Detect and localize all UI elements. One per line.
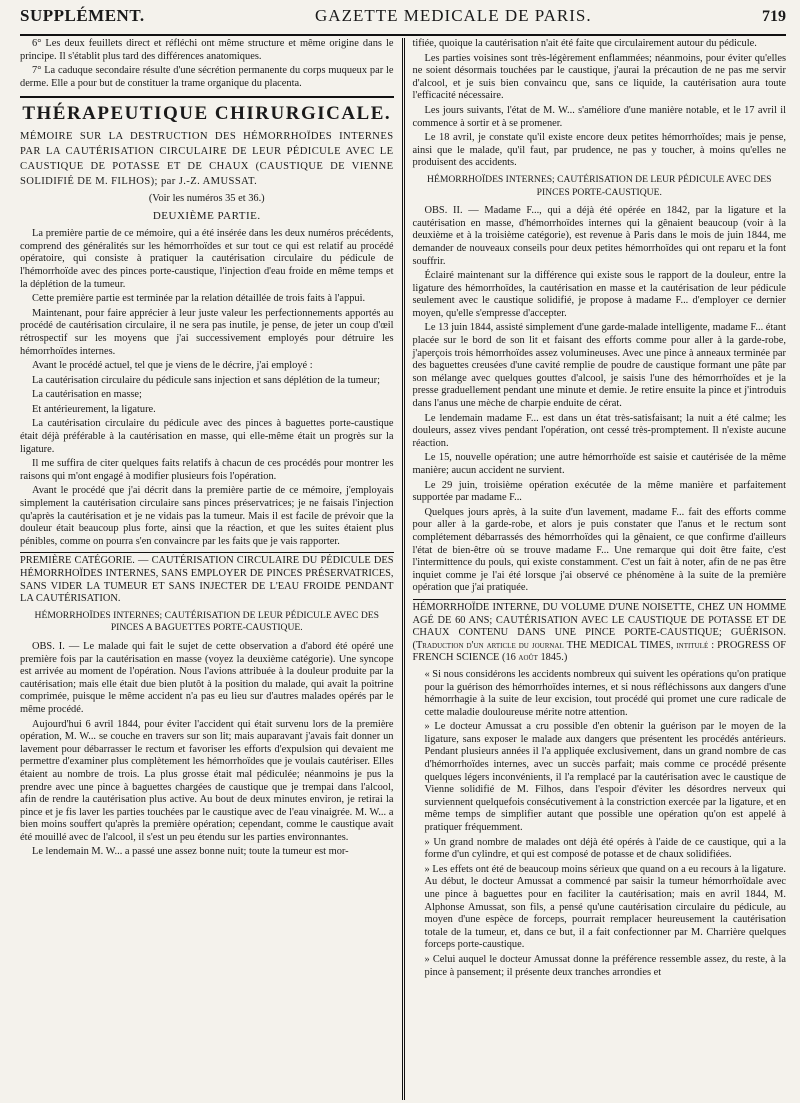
paragraph: Quelques jours après, à la suite d'un lavement, madame F... fait des efforts comme pour aller à la garde-robe, et alors je puis constater que l'anus et le rectum sont complétement débarrassés des hémorrhoïdes qui la gênaient, ce que confirme d'ailleurs l'état de bien-être où se trouve madame F... Une remarque qui doit être faite, c'est l'intermittence du pouls, qui existe constamment. C'est un fait à noter, afin de ne pas être inquiet comme je l'ai été lorsque j'ai observé ce phénomène à la suite de la première opération que j'ai pratiquée. [412, 506, 786, 594]
quote-paragraph: » Celui auquel le docteur Amussat donne la préférence ressemble assez, du reste, à la pince à pansement; il présente deux tranches arrondies et [424, 953, 786, 978]
page-header [20, 6, 786, 36]
page-number: 719 [761, 8, 786, 25]
quote-paragraph: « Si nous considérons les accidents nombreux qui suivent les opérations qu'on pratique pour la guérison des hémorrhoïdes internes, et si nous réfléchissons aux dangers d'une hémorrhagie à la suite de leur excision, tout procédé qui promet une cure radicale de cette maladie douloureuse mérite notre attention. [424, 668, 786, 718]
paragraph: Avant le procédé que j'ai décrit dans la première partie de ce mémoire, j'employais simplement la cautérisation circulaire sans pinces préservatrices; je ne faisais l'injection qu'après la cautérisation et je ne vidais pas la tumeur. Mais il est facile de prévoir que la douleur était beaucoup plus forte, ainsi que la réaction, et que les suites étaient plus pénibles, comme on pourra s'en convaincre par les faits que je vais rapporter. [20, 485, 394, 547]
case-subheading: HÉMORRHOÏDES INTERNES; CAUTÉRISATION DE LEUR PÉDICULE AVEC DES PINCES A BAGUETTES PORTE-CAUSTIQUE. [34, 609, 379, 634]
left-column [20, 38, 402, 1100]
divider [20, 552, 394, 553]
paragraph: Le 29 juin, troisième opération exécutée de la même manière et parfaitement supportée par madame F... [412, 479, 786, 504]
columns [20, 38, 786, 1100]
case-subheading: HÉMORRHOÏDES INTERNES; CAUTÉRISATION DE LEUR PÉDICULE AVEC DES PINCES PORTE-CAUSTIQUE. [427, 173, 772, 198]
numbers-note: (Voir les numéros 35 et 36.) [148, 192, 265, 204]
paragraph: Le 18 avril, je constate qu'il existe encore deux petites hémorrhoïdes; mais je pense, ainsi que le malade, qu'il faut, par prudence, ne pas y toucher, à moins qu'elles ne produisent des accidents. [412, 132, 786, 169]
paragraph: Éclairé maintenant sur la différence qui existe sous le rapport de la douleur, entre la ligature des hémorrhoïdes, la cautérisation en masse et la cautérisation de leur pédicule seulement avec le caustique solidifié, je propose à madame F... d'employer ce dernier moyen, qu'elle s'empresse d'accepter. [412, 270, 786, 319]
memoire-title: MÉMOIRE SUR LA DESTRUCTION DES HÉMORRHOÏDES INTERNES PAR LA CAUTÉRISATION CIRCULAIRE DE LEUR PÉDICULE AVEC LE CAUSTIQUE DE POTASSE ET DE CHAUX (CAUSTIQUE DE VIENNE SOLIDIFIÉ DE M. FILHOS); par J.-Z. AMUSSAT. [20, 130, 394, 187]
paragraph: Maintenant, pour faire apprécier à leur juste valeur les perfectionnements apportés au procédé de cautérisation circulaire, il ne sera pas inutile, je pense, de jeter un coup d'œil rétrospectif sur les moyens que j'ai successivement employés pour détruire les hémorrhoïdes internes. [20, 307, 394, 357]
translated-quote [413, 669, 787, 979]
quote-paragraph: » Les effets ont été de beaucoup moins sérieux que quand on a eu recours à la ligature. Au début, le docteur Amussat a commencé par saisir la tumeur hémorrhoïdale avec une pince à baguettes pour en faciliter la cautérisation; mais en avril 1844, M. Alphonse Amussat, son fils, a pensé qu'une cautérisation circulaire du pédicule, au moyen d'une espèce de forceps, pourrait remplacer heureusement la cautérisation totale de la tumeur, et, dans ce but, il a fait confectionner par M. Charrière quelques forceps porte-caustique. [424, 863, 786, 951]
paragraph: La première partie de ce mémoire, qui a été insérée dans les deux numéros précédents, comprend des généralités sur les hémorrhoïdes et sur tout ce qui est relatif au procédé opératoire, qui consiste à pratiquer la cautérisation circulaire du pédicule de l'hémorrhoïde avec des pinces porte-caustique, l'injection d'eau froide en même temps et la déplétion de la tumeur. [20, 228, 394, 290]
paragraph: Aujourd'hui 6 avril 1844, pour éviter l'accident qui était survenu lors de la première opération, M. W... se couche en travers sur son lit; mais auparavant j'avais fait donner un lavement pour débarrasser le rectum et favoriser les efforts d'expulsion qui devaient me permettre d'examiner plus complètement les hémorrhoïdes que je voulais cautériser. Elles étaient au nombre de trois. La plus grosse était mal pédiculée; néanmoins je pus la prendre avec une pince à baguettes chargées de caustique que je trempai dans l'alcool, afin de rendre la cautérisation plus active. Au bout de deux minutes environ, je retirai la pince et je fis laver les parties touchées par le caustique avec de l'eau vinaigrée. M. W... a bien moins souffert qu'après la première opération; cependant, comme le caustique avait été mouillé avec de l'alcool, il s'est un peu étendu sur les parties environnantes. [20, 718, 394, 843]
paragraph: Le lendemain madame F... est dans un état très-satisfaisant; la nuit a été calme; les douleurs, assez vives pendant l'opération, ont cessé très-promptement. Il n'existe aucune réaction. [412, 412, 786, 449]
divider [413, 599, 787, 600]
paragraph: Les parties voisines sont très-légèrement enflammées; néanmoins, pour éviter qu'elles ne soient désormais touchées par le caustique, j'aurai la précaution de ne pas me servir d'alcool, et je suis bien convaincu que, sans ce liquide, la cautérisation aura toute l'efficacité nécessaire. [412, 52, 786, 102]
category-heading: PREMIÈRE CATÉGORIE. — CAUTÉRISATION CIRCULAIRE DU PÉDICULE DES HÉMORRHOÏDES INTERNES, SANS EMPLOYER DE PINCES PRÉSERVATRICES, SANS VIDER LA TUMEUR ET SANS INJECTER DE L'EAU FROIDE PENDANT LA CAUTÉRISATION. [20, 555, 394, 605]
paragraph: 6° Les deux feuillets direct et réfléchi ont même structure et même origine dans le principe. Il s'établit plus tard des différences anatomiques. [20, 38, 394, 62]
section-divider [20, 96, 394, 98]
quote-paragraph: » Le docteur Amussat a cru possible d'en obtenir la guérison par le moyen de la ligature, sans exposer le malade aux dangers que présentent les procédés antérieurs. Pendant plusieurs années il l'a appliquée exclusivement, dans un grand nombre de cas d'hémorrhoïdes internes, avec un succès parfait; mais comme ce procédé présente quelques légers inconvénients, il l'a remplacé par la cautérisation avec le caustique de Vienne solidifié de M. Filhos, dans l'espoir d'éviter les désordres nerveux qui surviennent quelquefois consécutivement à la constriction exercée par la ligature, et en même temps de simplifier autant que possible une opération qu'on est appelé à pratiquer fréquemment. [424, 721, 786, 834]
journal-title: GAZETTE MEDICALE DE PARIS. [315, 6, 592, 25]
paragraph: Il me suffira de citer quelques faits relatifs à chacun de ces procédés pour montrer les raisons qui m'ont engagé à modifier plusieurs fois l'opération. [20, 458, 394, 482]
paragraph: La cautérisation circulaire du pédicule sans injection et sans déplétion de la tumeur; [32, 374, 380, 386]
section-title: THÉRAPEUTIQUE CHIRURGICALE. [22, 103, 392, 125]
paragraph: Avant le procédé actuel, tel que je viens de le décrire, j'ai employé : [32, 360, 313, 372]
supplement-label: SUPPLÉMENT. [20, 6, 145, 25]
part-title: DEUXIÈME PARTIE. [152, 209, 261, 222]
right-column [405, 38, 787, 1100]
paragraph: Cette première partie est terminée par la relation détaillée de trois faits à l'appui. [32, 293, 366, 305]
case-heading: HÉMORRHOÏDE INTERNE, DU VOLUME D'UNE NOISETTE, CHEZ UN HOMME AGÉ DE 60 ANS; CAUTÉRISATION AVEC LE CAUSTIQUE DE POTASSE ET DE CHAUX CONTENU DANS UNE PINCE PORTE-CAUSTIQUE; GUÉRISON. (Traduction d'un article du journal THE MEDICAL TIMES, intitulé : PROGRESS OF FRENCH SCIENCE (16 août 1845.) [412, 601, 786, 664]
paragraph: OBS. II. — Madame F..., qui a déjà été opérée en 1842, par la ligature et la cautérisation en masse, d'hémorrhoïdes internes qui la gênaient beaucoup (voir à la deuxième et à la troisième catégorie), est revenue à Paris dans le mois de juin 1844, me demander de nouveaux conseils pour deux petites hémorrhoïdes qui ont reparu et la font souffrir. [412, 205, 786, 267]
paragraph: La cautérisation circulaire du pédicule avec des pinces à baguettes porte-caustique était déjà préférable à la cautérisation en masse, qui elle-même était un progrès sur la ligature. [20, 418, 394, 455]
paragraph: tifiée, quoique la cautérisation n'ait été faite que circulairement autour du pédicule. [412, 38, 757, 49]
quote-paragraph: » Un grand nombre de malades ont déjà été opérés à l'aide de ce caustique, qui a la forme d'un cylindre, et qui est composé de potasse et de chaux solidifiées. [424, 836, 786, 861]
paragraph: Le 15, nouvelle opération; une autre hémorrhoïde est saisie et cautérisée de la même manière; aucun accident ne survient. [412, 452, 786, 476]
paragraph: Et antérieurement, la ligature. [32, 403, 156, 415]
paragraph: OBS. I. — Le malade qui fait le sujet de cette observation a d'abord été opéré une première fois par la cautérisation en masse (voyez la deuxième catégorie). Une syncope est arrivée au moment de l'opération. Nous l'avions attribuée à la douleur produite par la cautérisation; mais elle était due bien plutôt à la position du malade, qui avait la poitrine comprimée, puisque le même accident n'a pas eu lieu sur d'autres malades opérés par le même procédé. [20, 640, 394, 715]
paragraph: La cautérisation en masse; [32, 389, 142, 401]
paragraph: Le lendemain M. W... a passé une assez bonne nuit; toute la tumeur est mor- [32, 846, 349, 858]
paragraph: Les jours suivants, l'état de M. W... s'améliore d'une manière notable, et le 17 avril il commence à sortir et à se promener. [412, 104, 786, 129]
paragraph: 7° La caduque secondaire résulte d'une sécrétion permanente du corps muqueux par le derme. Elle a pour but de constituer la trame organique du placenta. [20, 65, 394, 89]
paragraph: Le 13 juin 1844, assisté simplement d'une garde-malade intelligente, madame F... étant placée sur le bord de son lit et faisant des efforts comme pour aller à la garde-robe, j'aperçois trois hémorrhoïdes assez volumineuses. Avec une pince à anneaux terminée par des baguettes creusées d'une cavité remplie de poudre de caustique formant une pâte par son mélange avec quelques gouttes d'alcool, je saisis l'une des hémorrhoïdes et je la presse graduellement pendant une minute et demie. Je retire ensuite la pince et j'introduis dans l'anus une mèche de charpie enduite de cérat. [412, 322, 786, 410]
